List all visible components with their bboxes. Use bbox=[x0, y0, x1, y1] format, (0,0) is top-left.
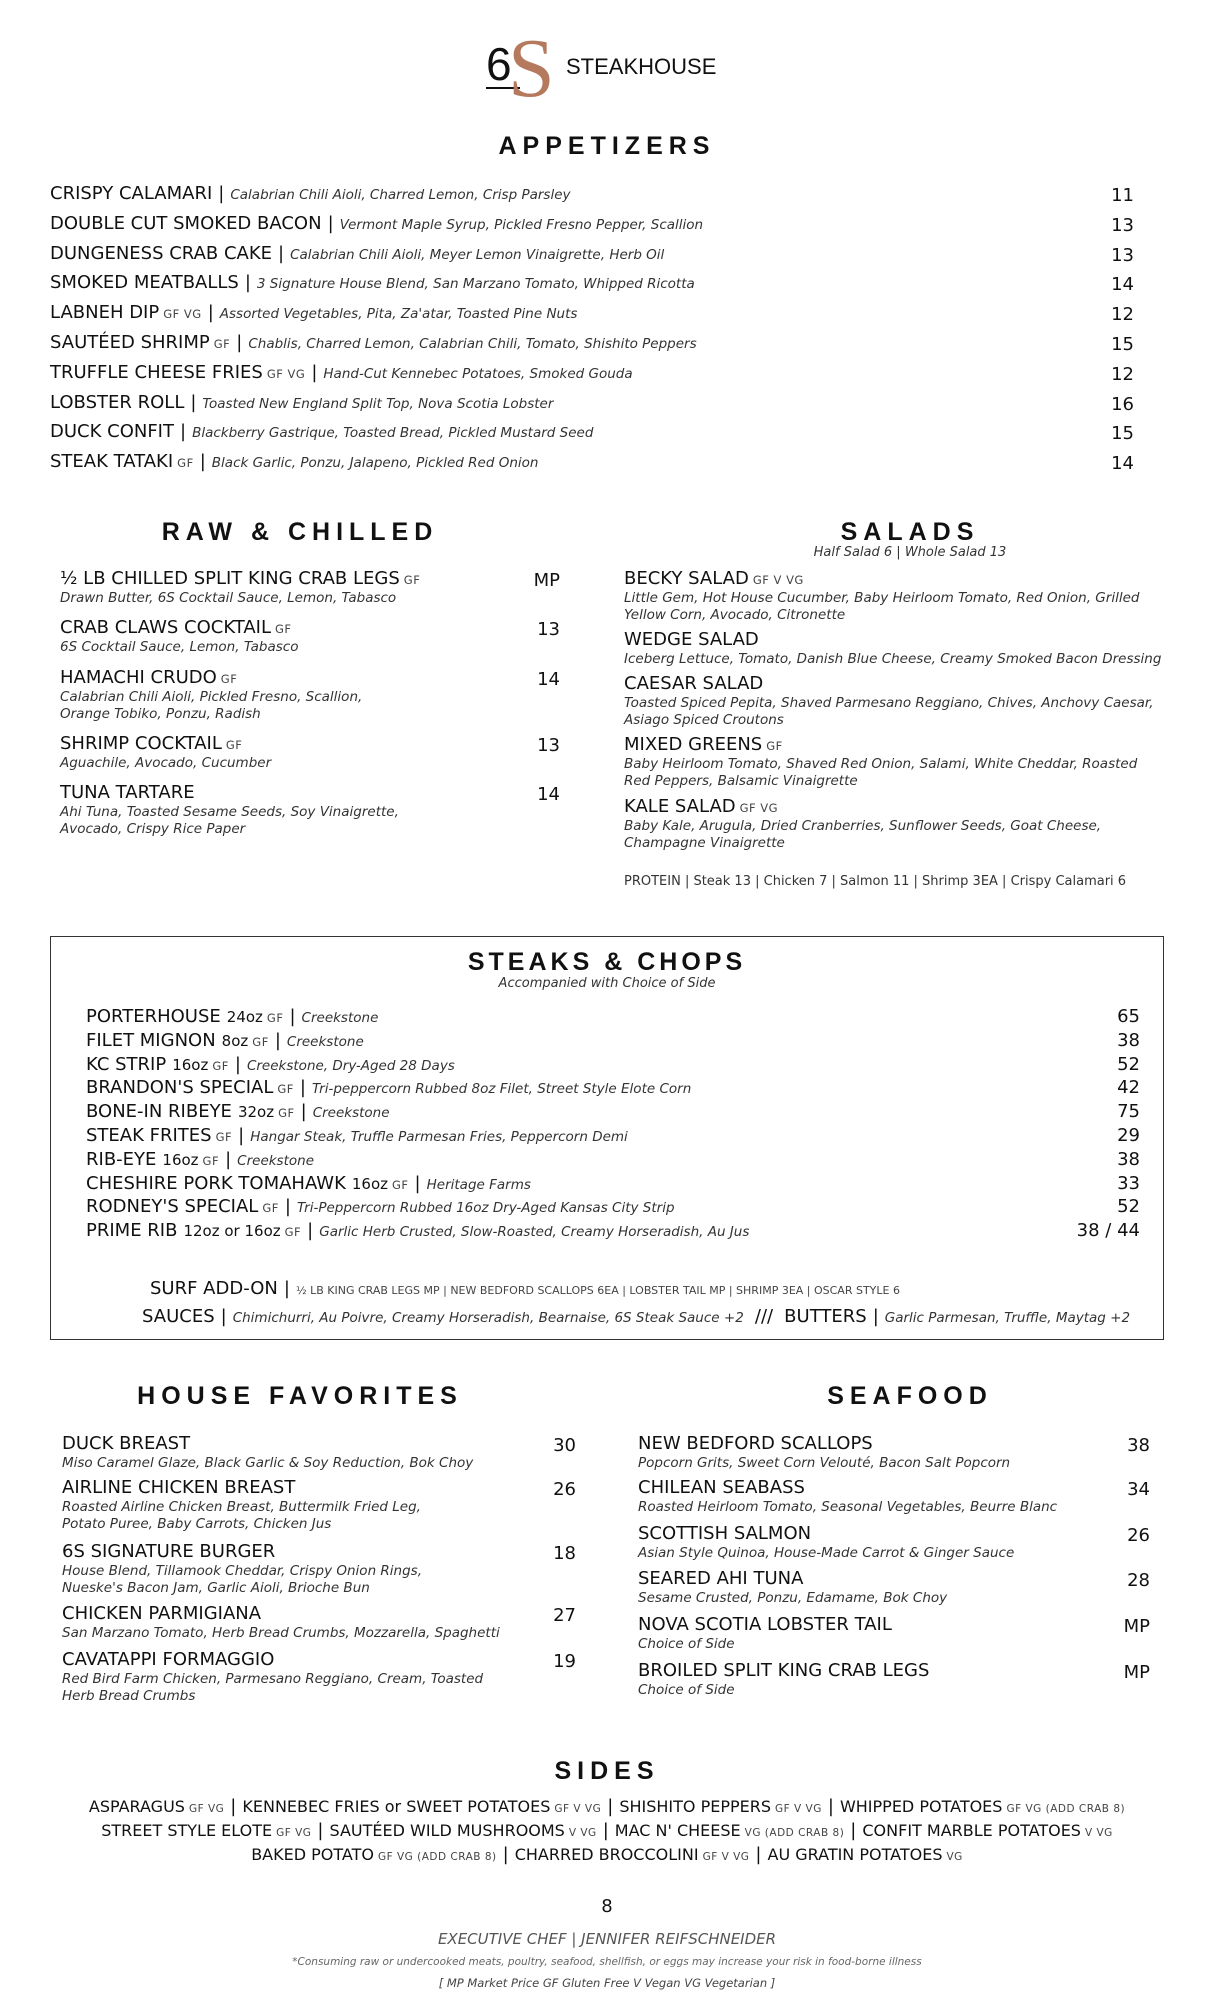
item-size: 16oz bbox=[172, 1055, 209, 1074]
item-description: Asian Style Quinoa, House-Made Carrot & Ginger Sauce bbox=[638, 1545, 1015, 1561]
item-description: Choice of Side bbox=[638, 1636, 735, 1652]
menu-item bbox=[50, 272, 695, 293]
diet-tags: GF V VG bbox=[752, 573, 804, 587]
item-description: Chablis, Charred Lemon, Calabrian Chili, Tomato, Shishito Peppers bbox=[248, 336, 697, 352]
item-name: AIRLINE CHICKEN BREAST bbox=[62, 1477, 296, 1498]
item-description: Heritage Farms bbox=[426, 1176, 531, 1193]
raw-chilled-title: RAW & CHILLED bbox=[161, 518, 439, 546]
separator: | bbox=[207, 302, 214, 324]
menu-item bbox=[86, 1196, 675, 1217]
menu-item bbox=[86, 1220, 749, 1241]
item-description: House Blend, Tillamook Cheddar, Crispy Onion Rings, bbox=[62, 1563, 422, 1579]
item-description: Miso Caramel Glaze, Black Garlic & Soy Reduction, Bok Choy bbox=[62, 1455, 474, 1471]
sides-title: SIDES bbox=[554, 1757, 660, 1785]
item-size: 16oz bbox=[162, 1150, 199, 1169]
item-price: MP bbox=[1123, 1662, 1150, 1683]
separator: | bbox=[502, 1844, 509, 1865]
item-description: Vermont Maple Syrup, Pickled Fresno Pepper, Scallion bbox=[339, 216, 704, 233]
menu-item bbox=[50, 302, 577, 323]
separator: | bbox=[602, 1820, 609, 1841]
item-name: CAVATAPPI FORMAGGIO bbox=[62, 1649, 275, 1670]
item-description: Baby Kale, Arugula, Dried Cranberries, Sunflower Seeds, Goat Cheese, bbox=[624, 818, 1102, 834]
diet-tags: GF V VG bbox=[702, 1851, 750, 1863]
side-name: KENNEBEC FRIES or SWEET POTATOES bbox=[242, 1797, 551, 1816]
butters-text: Garlic Parmesan, Truffle, Maytag +2 bbox=[884, 1310, 1131, 1326]
favorites-title: HOUSE FAVORITES bbox=[137, 1382, 463, 1410]
menu-item bbox=[50, 183, 571, 204]
diet-tags: GF bbox=[266, 1011, 284, 1025]
menu-item bbox=[50, 332, 697, 353]
item-description: Calabrian Chili Aioli, Meyer Lemon Vinaigrette, Herb Oil bbox=[290, 246, 665, 263]
salads-protein: PROTEIN | Steak 13 | Chicken 7 | Salmon 11 | Shrimp 3EA | Crispy Calamari 6 bbox=[624, 874, 1127, 889]
diet-tags: GF bbox=[215, 1130, 233, 1144]
item-description: Red Peppers, Balsamic Vinaigrette bbox=[624, 773, 858, 789]
diet-tags: GF bbox=[278, 1106, 295, 1121]
item-price: 34 bbox=[1127, 1479, 1150, 1500]
separator: | bbox=[755, 1844, 762, 1865]
separator: | bbox=[827, 1796, 834, 1817]
item-price: MP bbox=[1123, 1616, 1150, 1637]
item-name: WEDGE SALAD bbox=[624, 629, 759, 650]
sides-line bbox=[0, 1844, 1214, 1865]
item-description: Champagne Vinaigrette bbox=[624, 835, 785, 851]
item-description: Calabrian Chili Aioli, Pickled Fresno, Scallion, bbox=[60, 689, 363, 705]
item-description: Creekstone bbox=[301, 1010, 379, 1026]
butters-label: BUTTERS bbox=[784, 1306, 867, 1327]
item-name: BRANDON'S SPECIAL bbox=[86, 1077, 274, 1099]
item-name: BROILED SPLIT KING CRAB LEGS bbox=[638, 1660, 930, 1681]
surf-addon: SURF ADD-ON | ½ LB KING CRAB LEGS MP | NEW BEDFORD SCALLOPS 6EA | LOBSTER TAIL MP | SHRIMP 3EA | OSCAR STYLE 6 bbox=[150, 1278, 900, 1299]
sauces-butters: SAUCES | Chimichurri, Au Poivre, Creamy Horseradish, Bearnaise, 6S Steak Sauce +2 /// BUTTERS | Garlic Parmesan, Truffle, Maytag +2 bbox=[142, 1306, 1131, 1327]
item-description: 6S Cocktail Sauce, Lemon, Tabasco bbox=[60, 639, 299, 655]
item-description: Popcorn Grits, Sweet Corn Velouté, Bacon Salt Popcorn bbox=[638, 1455, 1011, 1471]
diet-tags: GF bbox=[284, 1225, 302, 1240]
logo-numeral: 6 bbox=[486, 38, 512, 90]
menu-item bbox=[50, 213, 703, 234]
separator: | bbox=[299, 1077, 306, 1099]
item-price: 14 bbox=[537, 784, 560, 805]
diet-tags: GF VG bbox=[266, 366, 306, 381]
item-size: 16oz bbox=[351, 1174, 389, 1193]
executive-chef: EXECUTIVE CHEF | JENNIFER REIFSCHNEIDER bbox=[437, 1930, 777, 1948]
separator: | bbox=[278, 242, 285, 264]
food-warning: *Consuming raw or undercooked meats, poultry, seafood, shellfish, or eggs may increase your risk in food-borne illness bbox=[292, 1956, 922, 1968]
separator: | bbox=[199, 451, 206, 473]
item-name: TUNA TARTARE bbox=[60, 782, 195, 803]
item-description: Creekstone bbox=[312, 1105, 390, 1122]
item-name: SCOTTISH SALMON bbox=[638, 1523, 812, 1544]
diet-tags: GF V VG bbox=[775, 1803, 822, 1815]
separator: | bbox=[190, 391, 197, 413]
item-price: 14 bbox=[1111, 274, 1134, 296]
diet-tags: GF VG bbox=[163, 307, 202, 322]
item-description: Creekstone, Dry-Aged 28 Days bbox=[246, 1057, 455, 1074]
surf-label: SURF ADD-ON bbox=[150, 1278, 278, 1299]
item-name: LABNEH DIP bbox=[50, 302, 160, 324]
item-description: Garlic Herb Crusted, Slow-Roasted, Creamy Horseradish, Au Jus bbox=[319, 1224, 750, 1241]
item-description: Tri-Peppercorn Rubbed 16oz Dry-Aged Kansas City Strip bbox=[296, 1200, 675, 1217]
item-description: Roasted Airline Chicken Breast, Buttermilk Fried Leg, bbox=[62, 1499, 421, 1515]
item-price: 12 bbox=[1111, 304, 1134, 326]
item-price: 38 bbox=[1127, 1435, 1150, 1456]
diet-tags: GF VG (ADD CRAB 8) bbox=[377, 1851, 497, 1863]
separator: | bbox=[311, 361, 318, 383]
item-price: 27 bbox=[553, 1605, 576, 1626]
item-description: Baby Heirloom Tomato, Shaved Red Onion, Salami, White Cheddar, Roasted bbox=[624, 756, 1138, 772]
item-description: Iceberg Lettuce, Tomato, Danish Blue Cheese, Creamy Smoked Bacon Dressing bbox=[624, 651, 1162, 667]
diet-tags: VG bbox=[946, 1851, 963, 1863]
item-description: Creekstone bbox=[237, 1152, 315, 1169]
item-price: 19 bbox=[553, 1651, 576, 1672]
side-name: BAKED POTATO bbox=[251, 1845, 374, 1864]
logo-mark bbox=[486, 24, 746, 104]
seafood-title: SEAFOOD bbox=[827, 1382, 993, 1410]
menu-item bbox=[50, 243, 664, 264]
item-description: Asiago Spiced Croutons bbox=[624, 712, 784, 728]
item-price: 13 bbox=[1111, 214, 1134, 236]
item-name: ½ LB CHILLED SPLIT KING CRAB LEGS bbox=[60, 568, 400, 589]
diet-legend: [ MP Market Price GF Gluten Free V Vegan VG Vegetarian ] bbox=[438, 1976, 776, 1990]
appetizers-title: APPETIZERS bbox=[498, 132, 716, 160]
item-description: Toasted Spiced Pepita, Shaved Parmesano Reggiano, Chives, Anchovy Caesar, bbox=[624, 695, 1154, 711]
logo bbox=[486, 24, 746, 104]
menu-item bbox=[60, 667, 237, 688]
separator: | bbox=[289, 1006, 296, 1027]
menu-item bbox=[86, 1077, 691, 1098]
sauces-label: SAUCES bbox=[142, 1306, 215, 1327]
separator: | bbox=[218, 183, 225, 204]
item-name: LOBSTER ROLL bbox=[50, 391, 185, 413]
separator: | bbox=[238, 1125, 245, 1146]
item-description: Nueske's Bacon Jam, Garlic Aioli, Brioche Bun bbox=[62, 1580, 370, 1596]
menu-item bbox=[86, 1101, 390, 1122]
separator: | bbox=[300, 1101, 307, 1123]
item-name: HAMACHI CRUDO bbox=[60, 667, 217, 688]
item-name: 6S SIGNATURE BURGER bbox=[62, 1541, 276, 1562]
page-number: 8 bbox=[601, 1896, 613, 1917]
steaks-title: STEAKS & CHOPS bbox=[467, 948, 747, 976]
item-name: PRIME RIB bbox=[86, 1220, 178, 1242]
item-price: 75 bbox=[1117, 1101, 1140, 1123]
diet-tags: GF bbox=[225, 738, 243, 752]
separator: | bbox=[225, 1148, 232, 1170]
item-size: 32oz bbox=[237, 1103, 275, 1122]
item-price: 38 / 44 bbox=[1076, 1220, 1140, 1242]
item-price: 13 bbox=[1111, 244, 1134, 266]
item-price: 15 bbox=[1111, 334, 1134, 355]
side-name: AU GRATIN POTATOES bbox=[767, 1845, 943, 1864]
item-name: KALE SALAD bbox=[624, 796, 736, 817]
diet-tags: GF bbox=[220, 672, 238, 686]
item-name: CAESAR SALAD bbox=[624, 673, 764, 694]
item-price: 18 bbox=[553, 1543, 576, 1564]
separator: | bbox=[284, 1196, 291, 1218]
separator: | bbox=[180, 421, 187, 443]
item-description: Assorted Vegetables, Pita, Za'atar, Toasted Pine Nuts bbox=[219, 306, 578, 323]
diet-tags: GF VG (ADD CRAB 8) bbox=[1006, 1803, 1126, 1815]
diet-tags: GF bbox=[392, 1177, 409, 1192]
item-size: 12oz or 16oz bbox=[183, 1222, 281, 1241]
separator: | bbox=[850, 1820, 857, 1841]
item-name: BECKY SALAD bbox=[624, 568, 749, 589]
item-name: RODNEY'S SPECIAL bbox=[86, 1196, 259, 1218]
menu-item bbox=[60, 617, 292, 638]
item-description: Herb Bread Crumbs bbox=[62, 1688, 196, 1704]
item-price: 13 bbox=[537, 619, 560, 640]
diet-tags: GF bbox=[274, 622, 292, 636]
item-price: 15 bbox=[1111, 423, 1134, 445]
item-price: 29 bbox=[1117, 1125, 1140, 1146]
separator: | bbox=[307, 1220, 314, 1242]
item-price: 38 bbox=[1117, 1029, 1140, 1051]
side-name: CHARRED BROCCOLINI bbox=[514, 1845, 699, 1864]
separator: | bbox=[327, 212, 334, 234]
item-price: 26 bbox=[1127, 1525, 1150, 1546]
separator: | bbox=[414, 1172, 421, 1194]
item-price: 13 bbox=[537, 735, 560, 756]
item-price: 38 bbox=[1117, 1148, 1140, 1170]
item-price: 65 bbox=[1117, 1006, 1140, 1027]
item-name: CRAB CLAWS COCKTAIL bbox=[60, 617, 271, 638]
item-name: DOUBLE CUT SMOKED BACON bbox=[50, 212, 322, 234]
item-name: FILET MIGNON bbox=[86, 1029, 216, 1051]
item-name: NOVA SCOTIA LOBSTER TAIL bbox=[638, 1614, 892, 1635]
item-description: Ahi Tuna, Toasted Sesame Seeds, Soy Vinaigrette, bbox=[60, 804, 399, 820]
diet-tags: GF bbox=[177, 456, 194, 471]
item-name: CHICKEN PARMIGIANA bbox=[62, 1603, 262, 1624]
item-name: SMOKED MEATBALLS bbox=[50, 272, 239, 294]
item-price: 33 bbox=[1117, 1172, 1140, 1194]
item-description: Tri-peppercorn Rubbed 8oz Filet, Street Style Elote Corn bbox=[311, 1081, 692, 1098]
item-description: Drawn Butter, 6S Cocktail Sauce, Lemon, Tabasco bbox=[60, 590, 397, 606]
item-price: 28 bbox=[1127, 1570, 1150, 1591]
item-description: Red Bird Farm Chicken, Parmesano Reggiano, Cream, Toasted bbox=[62, 1671, 484, 1687]
side-name: SHISHITO PEPPERS bbox=[619, 1797, 772, 1816]
item-description: Orange Tobiko, Ponzu, Radish bbox=[60, 706, 261, 722]
sides-line bbox=[0, 1820, 1214, 1841]
menu-item bbox=[624, 629, 759, 650]
item-name: BONE-IN RIBEYE bbox=[86, 1101, 232, 1123]
menu-item bbox=[86, 1054, 455, 1075]
menu-item bbox=[60, 733, 242, 754]
diet-tags: GF bbox=[252, 1034, 269, 1049]
menu-item bbox=[624, 568, 804, 589]
item-name: DUNGENESS CRAB CAKE bbox=[50, 242, 273, 264]
item-name: TRUFFLE CHEESE FRIES bbox=[50, 361, 263, 383]
menu-item bbox=[86, 1006, 378, 1027]
item-name: SAUTÉED SHRIMP bbox=[50, 332, 210, 353]
menu-item bbox=[86, 1173, 531, 1194]
item-description: Sesame Crusted, Ponzu, Edamame, Bok Choy bbox=[638, 1590, 948, 1606]
item-description: Potato Puree, Baby Carrots, Chicken Jus bbox=[62, 1516, 332, 1532]
item-description: Calabrian Chili Aioli, Charred Lemon, Crisp Parsley bbox=[230, 187, 571, 203]
item-name: NEW BEDFORD SCALLOPS bbox=[638, 1433, 873, 1454]
separator: | bbox=[607, 1796, 614, 1817]
sauces-text: Chimichurri, Au Poivre, Creamy Horseradish, Bearnaise, 6S Steak Sauce +2 bbox=[232, 1310, 744, 1326]
steaks-subtitle: Accompanied with Choice of Side bbox=[498, 976, 716, 991]
side-name: WHIPPED POTATOES bbox=[839, 1797, 1003, 1816]
item-name: DUCK CONFIT bbox=[50, 421, 174, 443]
menu-item bbox=[86, 1149, 314, 1170]
item-description: Little Gem, Hot House Cucumber, Baby Heirloom Tomato, Red Onion, Grilled bbox=[624, 590, 1140, 606]
item-name: KC STRIP bbox=[86, 1053, 167, 1075]
menu-item bbox=[624, 734, 783, 755]
separator: | bbox=[236, 332, 243, 353]
salads-title: SALADS bbox=[840, 518, 980, 546]
menu-item bbox=[86, 1030, 364, 1051]
item-price: 30 bbox=[553, 1435, 576, 1456]
diet-tags: V VG bbox=[568, 1827, 597, 1839]
menu-item bbox=[624, 796, 778, 817]
logo-letter: S bbox=[508, 24, 555, 104]
side-name: CONFIT MARBLE POTATOES bbox=[862, 1821, 1081, 1840]
diet-tags: GF bbox=[202, 1153, 220, 1168]
menu-item bbox=[50, 392, 553, 413]
side-name: SAUTÉED WILD MUSHROOMS bbox=[329, 1821, 565, 1840]
side-name: STREET STYLE ELOTE bbox=[101, 1821, 273, 1840]
item-description: Toasted New England Split Top, Nova Scotia Lobster bbox=[202, 395, 554, 412]
sides-line bbox=[0, 1796, 1214, 1817]
diet-tags: GF bbox=[766, 739, 783, 753]
salads-subtitle: Half Salad 6 | Whole Salad 13 bbox=[813, 545, 1007, 560]
item-description: San Marzano Tomato, Herb Bread Crumbs, Mozzarella, Spaghetti bbox=[62, 1625, 500, 1641]
diet-tags: GF bbox=[213, 337, 231, 351]
item-name: CHILEAN SEABASS bbox=[638, 1477, 805, 1498]
menu-item bbox=[50, 362, 633, 383]
item-name: SHRIMP COCKTAIL bbox=[60, 733, 222, 754]
diet-tags: VG (ADD CRAB 8) bbox=[744, 1827, 845, 1839]
diet-tags: GF bbox=[212, 1058, 229, 1073]
item-price: 11 bbox=[1111, 185, 1134, 206]
diet-tags: GF V VG bbox=[554, 1803, 602, 1815]
item-description: Black Garlic, Ponzu, Jalapeno, Pickled Red Onion bbox=[211, 455, 539, 472]
item-name: STEAK TATAKI bbox=[50, 451, 174, 473]
item-price: 52 bbox=[1117, 1053, 1140, 1075]
item-price: 12 bbox=[1111, 363, 1134, 385]
item-price: MP bbox=[533, 570, 560, 591]
item-description: Creekstone bbox=[286, 1033, 364, 1050]
item-description: Hand-Cut Kennebec Potatoes, Smoked Gouda bbox=[323, 365, 633, 382]
menu-item bbox=[50, 451, 538, 472]
item-description: Yellow Corn, Avocado, Citronette bbox=[624, 607, 846, 623]
item-name: STEAK FRITES bbox=[86, 1125, 212, 1146]
item-price: 14 bbox=[537, 669, 560, 690]
separator: | bbox=[234, 1053, 241, 1075]
diet-tags: GF bbox=[403, 573, 421, 587]
item-name: RIB-EYE bbox=[86, 1148, 157, 1170]
item-description: Hangar Steak, Truffle Parmesan Fries, Peppercorn Demi bbox=[250, 1129, 628, 1145]
item-price: 14 bbox=[1111, 453, 1134, 475]
item-name: SEARED AHI TUNA bbox=[638, 1568, 804, 1589]
separator: | bbox=[317, 1820, 324, 1841]
side-name: ASPARAGUS bbox=[88, 1797, 185, 1816]
surf-text: ½ LB KING CRAB LEGS MP | NEW BEDFORD SCALLOPS 6EA | LOBSTER TAIL MP | SHRIMP 3EA | OSCAR STYLE 6 bbox=[295, 1284, 900, 1297]
menu-item bbox=[50, 421, 593, 442]
side-name: MAC N' CHEESE bbox=[614, 1821, 741, 1840]
item-description: Avocado, Crispy Rice Paper bbox=[60, 821, 246, 837]
item-name: DUCK BREAST bbox=[62, 1433, 191, 1454]
item-description: 3 Signature House Blend, San Marzano Tomato, Whipped Ricotta bbox=[256, 276, 695, 293]
menu-item bbox=[86, 1125, 628, 1146]
diet-tags: GF VG bbox=[188, 1803, 225, 1815]
separator: | bbox=[274, 1029, 281, 1051]
menu-item bbox=[60, 568, 420, 589]
item-price: 26 bbox=[553, 1479, 576, 1500]
diet-tags: GF VG bbox=[276, 1827, 312, 1839]
diet-tags: GF bbox=[262, 1201, 279, 1216]
item-description: Blackberry Gastrique, Toasted Bread, Pickled Mustard Seed bbox=[192, 425, 594, 442]
item-price: 52 bbox=[1117, 1196, 1140, 1218]
item-price: 42 bbox=[1117, 1077, 1140, 1099]
separator: | bbox=[244, 272, 251, 294]
item-name: PORTERHOUSE bbox=[86, 1006, 221, 1027]
item-description: Aguachile, Avocado, Cucumber bbox=[60, 755, 272, 771]
item-size: 8oz bbox=[221, 1031, 249, 1050]
separator: | bbox=[230, 1796, 237, 1817]
item-name: MIXED GREENS bbox=[624, 734, 763, 755]
item-description: Choice of Side bbox=[638, 1682, 735, 1698]
item-name: CRISPY CALAMARI bbox=[50, 183, 213, 204]
sauces-separator: /// bbox=[754, 1306, 774, 1327]
diet-tags: V VG bbox=[1084, 1827, 1113, 1839]
item-size: 24oz bbox=[226, 1008, 263, 1026]
diet-tags: GF VG bbox=[739, 801, 779, 815]
menu-item bbox=[60, 782, 195, 803]
diet-tags: GF bbox=[277, 1082, 294, 1097]
menu-item bbox=[624, 673, 763, 694]
item-price: 16 bbox=[1111, 393, 1134, 415]
item-description: Roasted Heirloom Tomato, Seasonal Vegetables, Beurre Blanc bbox=[638, 1499, 1058, 1515]
logo-wordmark: STEAKHOUSE bbox=[566, 54, 717, 79]
item-name: CHESHIRE PORK TOMAHAWK bbox=[86, 1172, 346, 1194]
